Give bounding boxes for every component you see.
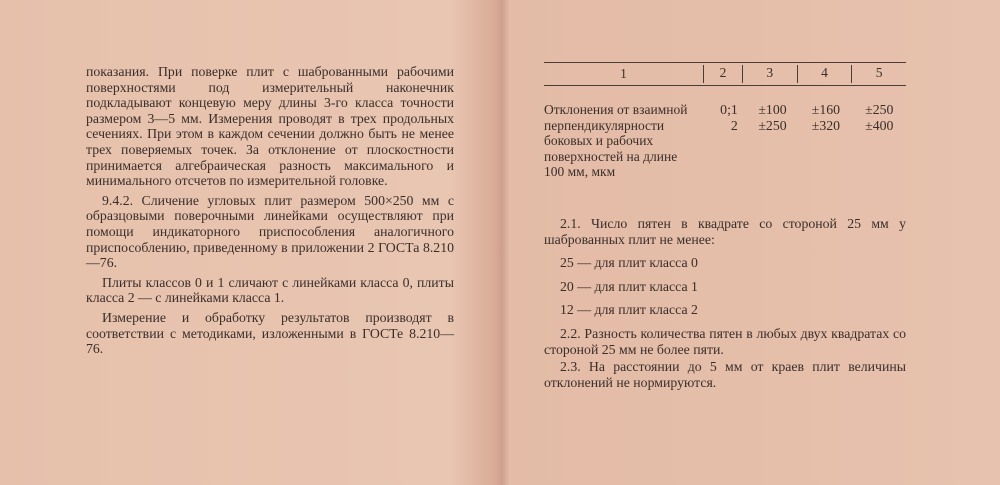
table-cell-col3 [746,102,799,180]
table-cell-class [692,102,745,180]
table-header-cell: 4 [797,65,852,83]
requirements-text [544,216,906,390]
table-header-cell: 3 [742,65,797,83]
table-header-cell: 5 [851,65,906,83]
paragraph-processing: Измерение и обработку результатов производят в соответствии с методиками, изложенными в ГОСТе 8.210—76. [86,309,454,357]
table-row [544,102,906,180]
table-cell-value: ±400 [865,117,894,133]
paragraph-2-3: 2.3. На расстоянии до 5 мм от краев плит величины отклонений не нормируются. [544,359,906,390]
paragraph-9-4-2: 9.4.2. Сличение угловых плит размером 500×250 мм с образцовыми поверочными линейками осуществляют при помощи индикаторного приспособления аналогичного приспособлению, приведенному в приложении 2 ГОСТа 8.210—76. [86,192,454,271]
table-header-cell: 2 [703,65,742,83]
table-header-rule [544,85,906,86]
table-header-cell: 1 [620,66,627,82]
table-cell-value: ±100 [758,102,787,117]
table-header [544,63,906,85]
list-item: 12 — для плит класса 2 [560,302,698,318]
paragraph-measurement: показания. При поверке плит с шаброванными рабочими поверхностями под измерительный наконечник подкладывают концевую меру длины 3-го класса точности размером 3—5 мм. Измерения проводят в трех продольных сечениях. При этом в каждом сечении должно быть не менее трех поверяемых точек. За отклонение от плоскостности принимается алгебраическая разность максимального и минимального отсчетов по измерительной головке. [86,64,454,189]
table-cell-value: ±250 [758,117,787,133]
list-item: 20 — для плит класса 1 [560,278,698,294]
table-cell-value: ±320 [811,117,841,133]
table-cell-col5 [853,102,906,180]
table-cell-col4 [799,102,852,180]
table-cell-value: ±250 [865,102,894,117]
page-fold [495,0,509,485]
table-row-label: Отклонения от взаимной перпендикулярности боковых и рабочих поверхностей на длине 100 мм, мкм [544,102,688,180]
right-page [544,62,906,390]
paragraph-2-1: 2.1. Число пятен в квадрате со стороной 25 мм у шаброванных плит не менее: [544,215,906,247]
paragraph-classes: Плиты классов 0 и 1 сличают с линейками класса 0, плиты класса 2 — с линейками класса 1. [86,274,454,306]
left-page [86,64,454,357]
list-item: 25 — для плит класса 0 [560,255,698,271]
table-cell-value: ±160 [811,102,841,117]
paragraph-2-2: 2.2. Разность количества пятен в любых двух квадратах со стороной 25 мм не более пяти. [544,325,906,357]
table-cell-value: 2 [730,117,738,133]
table-cell-value: 0;1 [720,102,738,117]
